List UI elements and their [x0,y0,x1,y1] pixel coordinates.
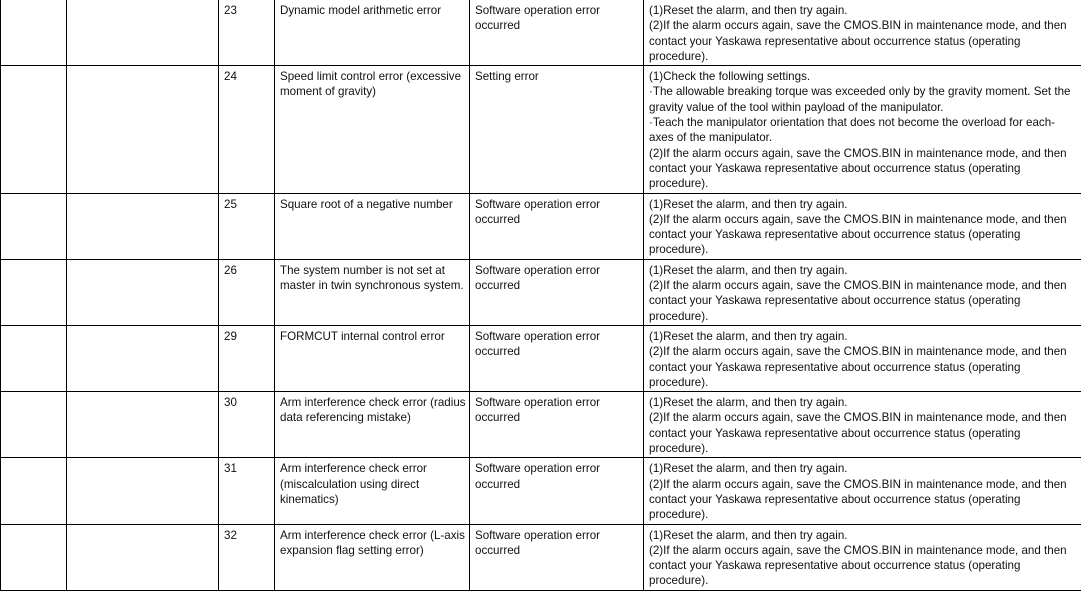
table-row [1,259,1081,325]
meaning-cell: Speed limit control error (excessive moment of gravity) [275,66,470,193]
sub-code-cell: 29 [219,325,275,391]
table-row [1,0,1081,66]
alarm-number-cell [1,458,67,524]
alarm-number-cell [1,193,67,259]
alarm-name-cell [67,458,219,524]
alarm-name-cell [67,66,219,193]
meaning-cell: Arm interference check error (miscalculation using direct kinematics) [275,458,470,524]
alarm-number-cell [1,259,67,325]
alarm-name-cell [67,193,219,259]
remedy-cell [644,259,1081,325]
remedy-cell [644,66,1081,193]
remedy-line: (1)Reset the alarm, and then try again. [649,396,848,410]
sub-code-cell: 31 [219,458,275,524]
remedy-line: (1)Check the following settings. [649,70,811,84]
alarm-number-cell [1,325,67,391]
sub-code-cell: 24 [219,66,275,193]
table-row [1,392,1081,458]
cause-cell: Software operation error occurred [470,524,644,590]
sub-code-cell: 26 [219,259,275,325]
meaning-cell: The system number is not set at master in twin synchronous system. [275,259,470,325]
remedy-cell [644,524,1081,590]
remedy-line: (2)If the alarm occurs again, save the CMOS.BIN in maintenance mode, and then contact your Yaskawa representative about occurrence status (operating procedure). [649,477,1067,522]
alarm-name-cell [67,0,219,66]
meaning-cell: FORMCUT internal control error [275,325,470,391]
table-row [1,193,1081,259]
remedy-cell [644,0,1081,66]
meaning-cell: Arm interference check error (L-axis expansion flag setting error) [275,524,470,590]
remedy-cell [644,458,1081,524]
remedy-line: (1)Reset the alarm, and then try again. [649,263,848,277]
cause-cell: Software operation error occurred [470,0,644,66]
remedy-line: (1)Reset the alarm, and then try again. [649,462,848,476]
cause-cell: Setting error [470,66,644,193]
remedy-cell [644,392,1081,458]
remedy-line: ·Teach the manipulator orientation that does not become the overload for each-axes of the manipulator. [649,116,1056,145]
table-row [1,524,1081,590]
alarm-name-cell [67,392,219,458]
alarm-number-cell [1,0,67,66]
remedy-line: (2)If the alarm occurs again, save the CMOS.BIN in maintenance mode, and then contact your Yaskawa representative about occurrence status (operating procedure). [649,345,1067,389]
cause-cell: Software operation error occurred [470,458,644,524]
remedy-line: (2)If the alarm occurs again, save the CMOS.BIN in maintenance mode, and then contact your Yaskawa representative about occurrence status (operating procedure). [649,146,1067,191]
cause-cell: Software operation error occurred [470,259,644,325]
alarm-name-cell [67,259,219,325]
remedy-line: (1)Reset the alarm, and then try again. [649,197,848,211]
remedy-line: (2)If the alarm occurs again, save the CMOS.BIN in maintenance mode, and then contact your Yaskawa representative about occurrence status (operating procedure). [649,19,1067,63]
remedy-line: (2)If the alarm occurs again, save the CMOS.BIN in maintenance mode, and then contact your Yaskawa representative about occurrence status (operating procedure). [649,279,1067,323]
sub-code-cell: 23 [219,0,275,66]
alarm-number-cell [1,524,67,590]
sub-code-cell: 32 [219,524,275,590]
sub-code-cell: 25 [219,193,275,259]
meaning-cell: Arm interference check error (radius data referencing mistake) [275,392,470,458]
alarm-name-cell [67,325,219,391]
cause-cell: Software operation error occurred [470,392,644,458]
alarm-number-cell [1,392,67,458]
remedy-cell [644,193,1081,259]
remedy-line: (2)If the alarm occurs again, save the CMOS.BIN in maintenance mode, and then contact your Yaskawa representative about occurrence status (operating procedure). [649,543,1067,588]
table-row [1,66,1081,193]
alarm-number-cell [1,66,67,193]
remedy-line: (1)Reset the alarm, and then try again. [649,329,848,343]
remedy-line: (2)If the alarm occurs again, save the CMOS.BIN in maintenance mode, and then contact your Yaskawa representative about occurrence status (operating procedure). [649,411,1067,456]
remedy-line: ·The allowable breaking torque was exceeded only by the gravity moment. Set the gravity value of the tool within payload of the manipulator. [649,85,1071,114]
remedy-line: (2)If the alarm occurs again, save the CMOS.BIN in maintenance mode, and then contact your Yaskawa representative about occurrence status (operating procedure). [649,212,1067,257]
cause-cell: Software operation error occurred [470,193,644,259]
alarm-name-cell [67,524,219,590]
meaning-cell: Square root of a negative number [275,193,470,259]
meaning-cell: Dynamic model arithmetic error [275,0,470,66]
sub-code-cell: 30 [219,392,275,458]
table-row [1,458,1081,524]
remedy-line: (1)Reset the alarm, and then try again. [649,4,848,17]
remedy-line: (1)Reset the alarm, and then try again. [649,528,848,542]
remedy-cell [644,325,1081,391]
cause-cell: Software operation error occurred [470,325,644,391]
table-row [1,325,1081,391]
